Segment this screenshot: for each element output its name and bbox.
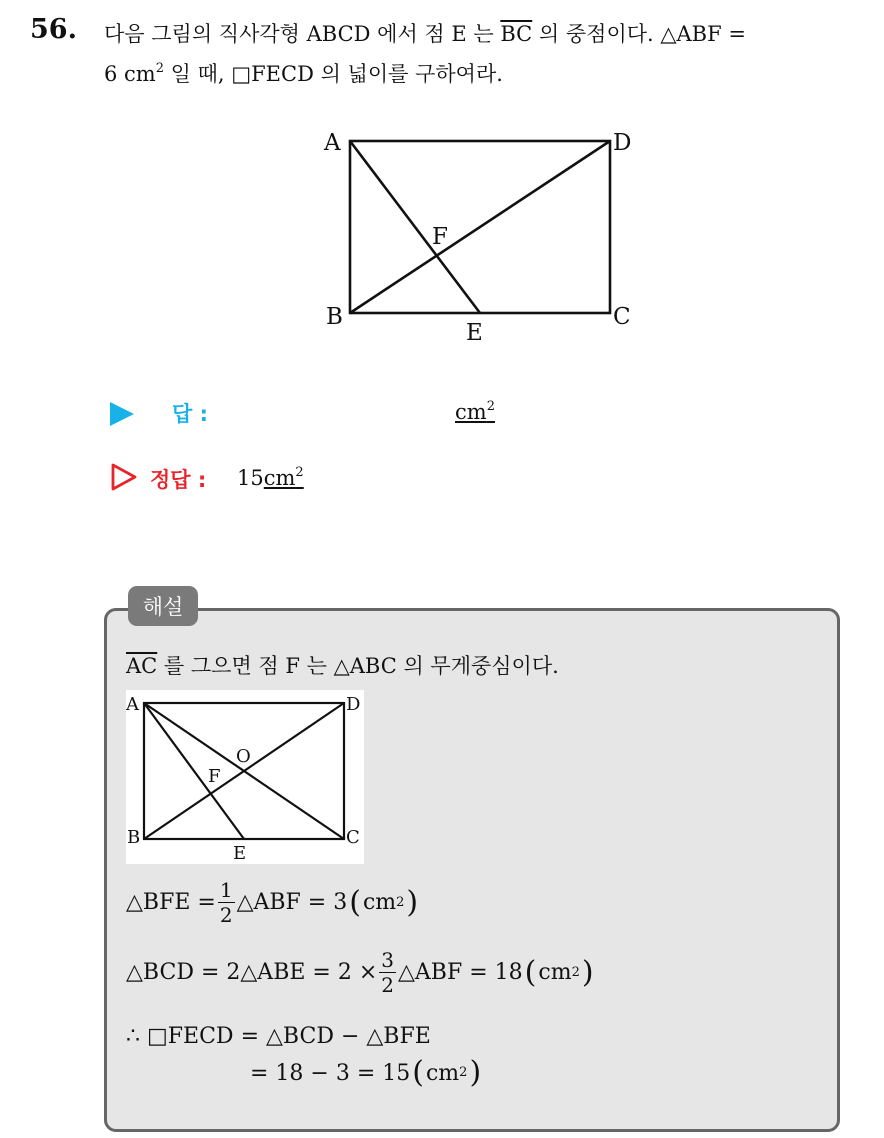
explanation-tab: 해설 bbox=[128, 586, 198, 626]
segment-bd bbox=[350, 141, 610, 313]
question-line-2: 6 $cm^2$ 일 때, □FECD 의 넓이를 구하여라. bbox=[104, 61, 503, 86]
equation-1: △BFE = $\frac{1}{2}$ △ABF = 3 ( cm 2 ) bbox=[126, 878, 419, 927]
label-c: C bbox=[346, 827, 360, 848]
equation-2: △BCD = 2△ABE = 2 × $\frac{3}{2}$ △ABF = 18 ( cm 2 ) bbox=[126, 948, 594, 997]
label-a: A bbox=[324, 130, 341, 156]
label-d: D bbox=[613, 130, 632, 156]
explanation-box bbox=[104, 608, 840, 1132]
label-f: F bbox=[208, 766, 221, 787]
question-number: 56. bbox=[30, 14, 77, 45]
label-b: B bbox=[127, 827, 141, 848]
segment-ae bbox=[350, 141, 480, 313]
fraction-one-half: $\frac{1}{2}$ bbox=[219, 878, 233, 927]
segment-ac: $\overline{AC}$ bbox=[126, 654, 158, 678]
label-e: E bbox=[233, 843, 247, 864]
rectangle-figure bbox=[320, 124, 650, 354]
solution-value: $15cm^2$ bbox=[237, 465, 304, 490]
equation-3: ∴ □FECD = △BCD − △BFE bbox=[126, 1024, 431, 1049]
answer-blank-unit[interactable]: $cm^2$ bbox=[455, 399, 495, 424]
fraction-three-halves: $\frac{3}{2}$ bbox=[381, 948, 394, 997]
segment-ae bbox=[144, 703, 244, 839]
explanation-line-1: $\overline{AC}$ 를 그으면 점 F 는 △ABC 의 무게중심이다. bbox=[126, 654, 559, 678]
solution-arrow-icon bbox=[110, 462, 138, 492]
explanation-figure bbox=[126, 690, 364, 864]
label-o: O bbox=[236, 746, 251, 767]
label-d: D bbox=[346, 694, 361, 715]
label-b: B bbox=[326, 304, 343, 330]
question-line-1: 다음 그림의 직사각형 ABCD 에서 점 E 는 $\overline{BC}$ 의 중점이다. △ABF = bbox=[104, 22, 746, 46]
label-f: F bbox=[432, 224, 448, 250]
solution-label: 정답 : bbox=[150, 468, 207, 492]
answer-label: 답 : bbox=[172, 402, 208, 426]
answer-arrow-icon bbox=[110, 402, 134, 426]
label-a: A bbox=[126, 694, 139, 715]
label-c: C bbox=[613, 304, 631, 330]
segment-bc: $\overline{BC}$ bbox=[500, 22, 533, 46]
equation-4: = 18 − 3 = 15 ( cm 2 ) bbox=[250, 1055, 482, 1090]
label-e: E bbox=[466, 320, 483, 346]
